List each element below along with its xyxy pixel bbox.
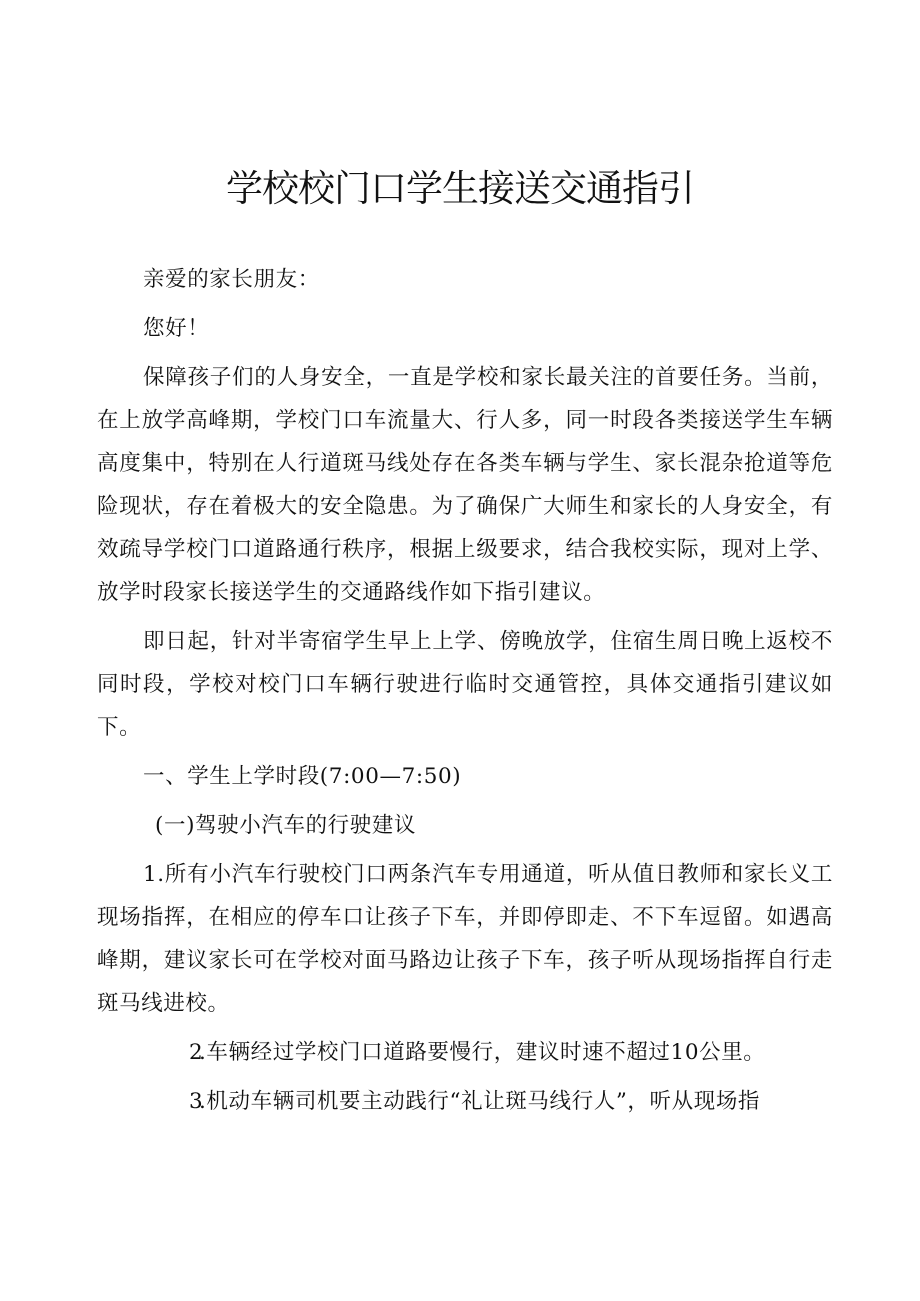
document-body — [97, 258, 833, 1129]
item-text: .所有小汽车行驶校门口两条汽车专用通道，听从值日教师和家长义工现场指挥，在相应的停车口让孩子下车，并即停即走、不下车逗留。如遇高峰期，建议家长可在学校对面马路边让孩子下车，孩子听从现场指挥自行走斑马线进校。 — [97, 862, 833, 1016]
item-text: .车辆经过学校门口道路要慢行，建议时速不超过10公里。 — [199, 1040, 766, 1065]
section-heading: 一、学生上学时段(7:00—7:50) — [143, 764, 462, 789]
salutation: 您好！ — [143, 316, 210, 341]
list-item — [97, 1031, 833, 1074]
paragraph-1: 保障孩子们的人身安全，一直是学校和家长最关注的首要任务。当前，在上放学高峰期，学校门口车流量大、行人多，同一时段各类接送学生车辆高度集中，特别在人行道斑马线处存在各类车辆与学生、家长混杂抢道等危险现状，存在着极大的安全隐患。为了确保广大师生和家长的人身安全，有效疏导学校门口道路通行秩序，根据上级要求，结合我校实际，现对上学、放学时段家长接送学生的交通路线作如下指引建议。 — [97, 365, 833, 605]
subsection-heading: (一)驾驶小汽车的行驶建议 — [155, 813, 417, 838]
greeting: 亲爱的家长朋友： — [143, 267, 320, 292]
item-text: .机动车辆司机要主动践行“礼让斑马线行人”，听从现场指 — [199, 1089, 761, 1114]
list-item — [97, 1080, 833, 1123]
document-title: 学校校门口学生接送交通指引 — [226, 167, 694, 210]
item-number: 3 — [189, 1089, 204, 1114]
item-number: 2 — [189, 1040, 204, 1065]
list-item — [97, 853, 833, 1025]
item-number: 1 — [143, 862, 158, 887]
paragraph-2: 即日起，针对半寄宿学生早上上学、傍晚放学，住宿生周日晚上返校不同时段，学校对校门口车辆行驶进行临时交通管控，具体交通指引建议如下。 — [97, 629, 833, 740]
